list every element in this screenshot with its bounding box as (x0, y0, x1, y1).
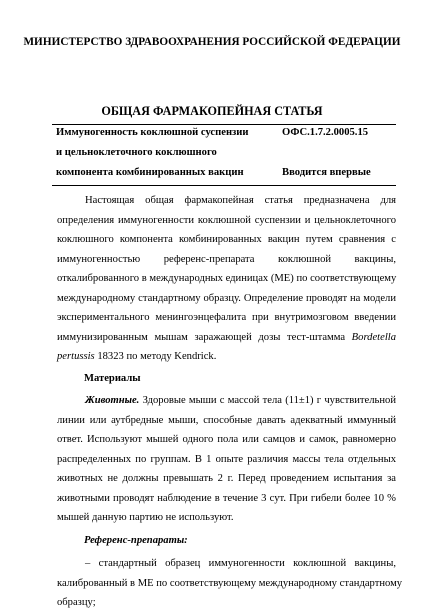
animals-line-7: мышей данную партию не используют. (57, 512, 234, 523)
document-status: Вводится впервые (282, 167, 371, 178)
reference-heading: Референс-препараты: (84, 535, 188, 546)
animals-line-4: распределенных по группам. В 1 опыте различия массы тела отдельных (57, 454, 396, 465)
intro-line-5: откалиброванного в международных единицах (МЕ) по соответствующему (57, 273, 397, 284)
animals-line-5: животных не должны превышать 2 г. Перед проведением испытания за (57, 473, 396, 484)
subject-line-1: Иммуногенность коклюшной суспензии (56, 127, 249, 138)
animals-line-1-text: Здоровые мыши с массой тела (11±1) г чувствительной (139, 395, 396, 406)
intro-line-9 (57, 350, 396, 364)
document-title: ОБЩАЯ ФАРМАКОПЕЙНАЯ СТАТЬЯ (101, 104, 323, 118)
reference-item-line-2: калиброванный в МЕ по соответствующему международному стандартному (57, 578, 403, 589)
subject-line-3: компонента комбинированных вакцин (56, 167, 244, 178)
animals-line-3: ответ. Используют мышей одного пола или самцов и самок, равномерно (57, 434, 396, 445)
materials-heading: Материалы (84, 373, 141, 384)
intro-line-3: коклюшного компонента комбинированных вакцин путем сравнения с (57, 234, 396, 245)
strain-tail: 18323 по методу Kendrick. (94, 351, 217, 362)
ministry-header: МИНИСТЕРСТВО ЗДРАВООХРАНЕНИЯ РОССИЙСКОЙ ФЕДЕРАЦИИ (23, 36, 401, 48)
animals-line-1 (85, 394, 396, 408)
intro-line-6: международному стандартному образцу. Определение проводят на модели (57, 293, 396, 304)
reference-item-line-1: – стандартный образец иммуногенности коклюшной вакцины, (85, 558, 396, 569)
intro-line-2: определения иммуногенности коклюшной суспензии и цельноклеточного (57, 215, 396, 226)
bottom-rule (52, 185, 396, 186)
document-code: ОФС.1.7.2.0005.15 (282, 127, 369, 138)
intro-line-1: Настоящая общая фармакопейная статья предназначена для (85, 195, 396, 206)
intro-line-8-text: иммунизированным мышам заражающей дозы тест-штамма (57, 332, 346, 343)
intro-line-8 (57, 331, 396, 345)
top-rule (52, 124, 396, 125)
subject-line-2: и цельноклеточного коклюшного (56, 147, 217, 158)
animals-line-2: линии или аутбредные мыши, способные давать адекватный иммунный (57, 415, 396, 426)
animals-label: Животные. (85, 395, 140, 406)
reference-item-line-3: образцу; (57, 597, 96, 608)
intro-line-4: иммуногенностью референс-препарата коклюшной вакцины, (57, 254, 396, 265)
strain-genus: Bordetella (351, 332, 396, 343)
animals-line-6: животными проводят наблюдение в течение 3 сут. При гибели более 10 % (57, 493, 396, 504)
strain-species: pertussis (57, 351, 95, 362)
intro-line-7: экспериментального менингоэнцефалита при внутримозговом введении (57, 312, 396, 323)
